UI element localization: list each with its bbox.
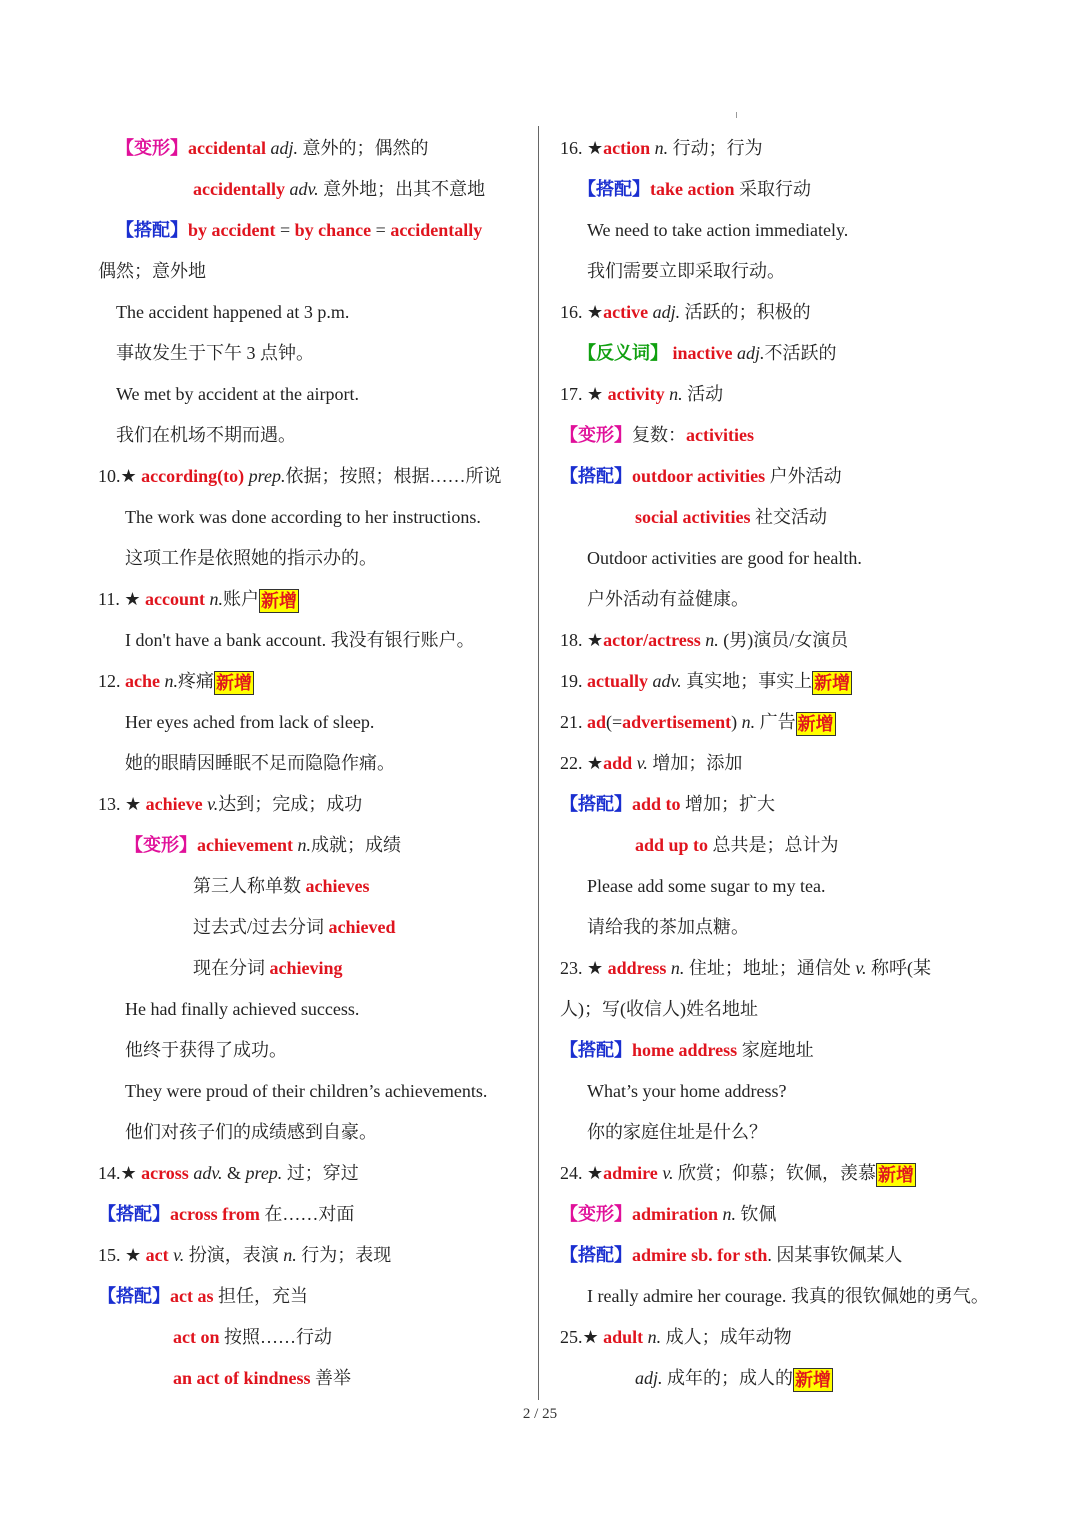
right-column [560, 128, 1000, 1399]
text-segment: 行动；行为 [668, 138, 763, 158]
text-segment: 【变形】 [560, 1204, 632, 1224]
right-line [560, 1194, 1000, 1235]
text-segment: admiration [632, 1204, 723, 1224]
text-segment: I really admire her courage. 我真的很钦佩她的勇气。 [587, 1286, 989, 1306]
right-line [560, 1235, 1000, 1276]
text-segment: 意外地；出其不意地 [318, 179, 486, 199]
text-segment: 【搭配】 [98, 1204, 170, 1224]
text-segment: We need to take action immediately. [587, 220, 849, 240]
text-segment: activity [607, 384, 670, 404]
text-segment: 成人；成年动物 [661, 1327, 792, 1347]
text-segment: 这项工作是依照她的指示办的。 [125, 548, 377, 568]
page-number: 2 / 25 [522, 1406, 558, 1422]
text-segment: n. [647, 1327, 662, 1347]
right-line [560, 169, 1000, 210]
text-segment: 活动 [682, 384, 724, 404]
right-line [560, 456, 1000, 497]
right-line [560, 866, 1000, 907]
right-line [560, 374, 1000, 415]
text-segment: 称呼(某 [866, 958, 931, 978]
text-segment: active [603, 302, 653, 322]
text-segment: adj. [635, 1368, 663, 1388]
text-segment: n. [209, 589, 223, 609]
text-segment: 钦佩 [736, 1204, 777, 1224]
text-segment: across [141, 1163, 194, 1183]
text-segment: achievement [197, 835, 298, 855]
text-segment: 15. ★ [98, 1245, 146, 1265]
text-segment: The accident happened at 3 p.m. [116, 302, 350, 322]
text-segment: 【变形】 [125, 835, 197, 855]
left-line [98, 866, 528, 907]
text-segment: 过；穿过 [282, 1163, 359, 1183]
text-segment: Her eyes ached from lack of sleep. [125, 712, 375, 732]
text-segment: 【反义词】 [578, 343, 668, 363]
text-segment: 16. ★ [560, 302, 604, 322]
text-segment: 户外活动有益健康。 [587, 589, 749, 609]
text-segment: n. [164, 671, 178, 691]
left-line [98, 743, 528, 784]
right-line [560, 251, 1000, 292]
left-line [98, 620, 528, 661]
text-segment: 成就；成绩 [310, 835, 401, 855]
right-line [560, 579, 1000, 620]
text-segment: = [280, 220, 295, 240]
text-segment: ad [587, 712, 607, 732]
right-line [560, 497, 1000, 538]
text-segment: 扮演，表演 [184, 1245, 284, 1265]
left-line [98, 456, 528, 497]
text-segment: 在……对面 [264, 1204, 355, 1224]
text-segment: 【搭配】 [560, 1040, 632, 1060]
text-segment: 人)；写(收信人)姓名地址 [560, 999, 758, 1019]
text-segment: v. [636, 753, 648, 773]
text-segment: prep. [248, 466, 286, 486]
text-segment: 社交活动 [754, 507, 827, 527]
text-segment: 19. [560, 671, 587, 691]
text-segment: 【搭配】 [578, 179, 650, 199]
text-segment: ache [125, 671, 165, 691]
text-segment: adv. [652, 671, 682, 691]
right-line [560, 907, 1000, 948]
text-segment: according(to) [141, 466, 249, 486]
text-segment: 14.★ [98, 1163, 142, 1183]
text-segment: Please add some sugar to my tea. [587, 876, 826, 896]
text-segment: 第三人称单数 [193, 876, 306, 896]
text-segment: n. [669, 384, 683, 404]
text-segment: 10.★ [98, 466, 142, 486]
right-line [560, 538, 1000, 579]
text-segment: social activities [635, 507, 755, 527]
text-segment: prep. [245, 1163, 283, 1183]
text-segment: by chance [294, 220, 376, 240]
right-line [560, 333, 1000, 374]
text-segment: 我们在机场不期而遇。 [116, 425, 296, 445]
text-segment: n. [741, 712, 756, 732]
text-segment: 按照……行动 [224, 1327, 332, 1347]
text-segment: 事故发生于下午 3 点钟。 [116, 343, 314, 363]
text-segment: achieved [328, 917, 396, 937]
text-segment: accidentally [193, 179, 290, 199]
text-segment: action [603, 138, 655, 158]
left-line [98, 784, 528, 825]
text-segment: 【搭配】 [560, 794, 632, 814]
text-segment: 12. [98, 671, 125, 691]
text-segment: (= [606, 712, 623, 732]
text-segment: actor/actress [603, 630, 706, 650]
text-segment: (男)演员/女演员 [718, 630, 849, 650]
text-segment: = [375, 220, 391, 240]
text-segment: 11. ★ [98, 589, 145, 609]
text-segment: . 因某事钦佩某人 [767, 1245, 903, 1265]
text-segment: 25.★ [560, 1327, 604, 1347]
left-line [98, 702, 528, 743]
left-line [98, 1153, 528, 1194]
left-line [98, 661, 528, 702]
text-segment: address [607, 958, 671, 978]
text-segment: 请给我的茶加点糖。 [587, 917, 749, 937]
text-segment: adj. [270, 138, 299, 158]
text-segment: 疼痛 [178, 671, 214, 691]
left-line [98, 169, 528, 210]
text-segment: adv. [289, 179, 319, 199]
left-line [98, 907, 528, 948]
text-segment: 我们需要立即采取行动。 [587, 261, 785, 281]
text-segment: 【变形】 [560, 425, 632, 445]
text-segment: The work was done according to her instructions. [125, 507, 481, 527]
text-segment: add to [632, 794, 686, 814]
left-line [98, 538, 528, 579]
left-line [98, 128, 528, 169]
text-segment: across from [170, 1204, 265, 1224]
text-segment: act as [170, 1286, 218, 1306]
text-segment: 22. ★ [560, 753, 604, 773]
left-line [98, 1194, 528, 1235]
text-segment: v. [662, 1163, 674, 1183]
left-line [98, 497, 528, 538]
text-segment: 23. ★ [560, 958, 608, 978]
text-segment: 13. ★ [98, 794, 146, 814]
text-segment: accidental [188, 138, 271, 158]
right-line [560, 1358, 1000, 1399]
right-line [560, 784, 1000, 825]
text-segment: 17. ★ [560, 384, 608, 404]
text-segment: ) [731, 712, 742, 732]
text-segment: 不活跃的 [764, 343, 837, 363]
text-segment: 欣赏；仰慕；钦佩，羡慕 [673, 1163, 876, 1183]
text-segment: activities [686, 425, 754, 445]
text-segment: 【搭配】 [98, 1286, 170, 1306]
text-segment: v. [207, 794, 219, 814]
right-line [560, 948, 1000, 989]
text-segment: achieves [305, 876, 370, 896]
left-line [98, 1112, 528, 1153]
text-segment: 活跃的；积极的 [680, 302, 811, 322]
text-segment: 复数： [632, 425, 686, 445]
text-segment: 【搭配】 [560, 466, 632, 486]
text-segment: 偶然；意外地 [98, 261, 206, 281]
left-line [98, 333, 528, 374]
text-segment: achieving [269, 958, 343, 978]
left-line [98, 989, 528, 1030]
right-line [560, 702, 1000, 743]
text-segment: 住址；地址；通信处 [684, 958, 856, 978]
text-segment: 【变形】 [116, 138, 188, 158]
text-segment: What’s your home address? [587, 1081, 787, 1101]
new-badge: 新增 [814, 672, 851, 693]
new-badge: 新增 [795, 1369, 832, 1390]
text-segment: add [603, 753, 637, 773]
text-segment: 他终于获得了成功。 [125, 1040, 287, 1060]
text-segment: admire sb. for sth [632, 1245, 768, 1265]
text-segment: n. [705, 630, 719, 650]
text-segment: 过去式/过去分词 [193, 917, 329, 937]
text-segment: They were proud of their children’s achievements. [125, 1081, 488, 1101]
left-line [98, 415, 528, 456]
text-segment: advertisement [622, 712, 732, 732]
text-segment: adv. [193, 1163, 227, 1183]
right-line [560, 825, 1000, 866]
right-line [560, 292, 1000, 333]
text-segment: by accident [188, 220, 280, 240]
right-line [560, 210, 1000, 251]
text-segment: 善举 [315, 1368, 352, 1388]
right-line [560, 415, 1000, 456]
text-segment: Outdoor activities are good for health. [587, 548, 862, 568]
text-segment: v. [855, 958, 867, 978]
text-segment: n. [297, 835, 311, 855]
right-line [560, 661, 1000, 702]
text-segment: 16. ★ [560, 138, 604, 158]
text-segment: 户外活动 [769, 466, 842, 486]
text-segment: 【搭配】 [560, 1245, 632, 1265]
text-segment: 账户 [222, 589, 259, 609]
left-line [98, 825, 528, 866]
text-segment: admire [603, 1163, 663, 1183]
right-line [560, 1317, 1000, 1358]
text-segment: He had finally achieved success. [125, 999, 360, 1019]
left-column [98, 128, 528, 1399]
text-segment: 担任，充当 [218, 1286, 308, 1306]
text-segment: adj. [652, 302, 681, 322]
left-line [98, 1235, 528, 1276]
text-segment: adult [603, 1327, 648, 1347]
text-segment: 他们对孩子们的成绩感到自豪。 [125, 1122, 377, 1142]
text-segment: add up to [635, 835, 713, 855]
text-segment: act [145, 1245, 174, 1265]
text-segment: 18. ★ [560, 630, 604, 650]
text-segment: 增加；添加 [647, 753, 743, 773]
header-mark [736, 112, 737, 118]
text-segment: 总共是；总计为 [712, 835, 839, 855]
right-line [560, 989, 1000, 1030]
left-line [98, 1071, 528, 1112]
text-segment: account [144, 589, 210, 609]
left-line [98, 210, 528, 251]
text-segment: 采取行动 [739, 179, 811, 199]
left-line [98, 1358, 528, 1399]
left-line [98, 579, 528, 620]
text-segment: 24. ★ [560, 1163, 604, 1183]
text-segment: 依据；按照；根据……所说 [285, 466, 502, 486]
left-line [98, 1276, 528, 1317]
right-line [560, 743, 1000, 784]
text-segment: & [226, 1163, 246, 1183]
text-segment: 增加；扩大 [685, 794, 776, 814]
text-segment: 【搭配】 [116, 220, 188, 240]
text-segment: n. [654, 138, 669, 158]
text-segment: We met by accident at the airport. [116, 384, 359, 404]
text-segment: 真实地；事实上 [681, 671, 813, 691]
text-segment: 现在分词 [193, 958, 270, 978]
left-line [98, 1317, 528, 1358]
text-segment: take action [650, 179, 739, 199]
right-line [560, 1030, 1000, 1071]
left-line [98, 1030, 528, 1071]
right-line [560, 1276, 1000, 1317]
text-segment: accidentally [390, 220, 483, 240]
text-segment: 达到；完成；成功 [218, 794, 363, 814]
text-segment: 行为；表现 [296, 1245, 392, 1265]
right-line [560, 1071, 1000, 1112]
text-segment: outdoor activities [632, 466, 770, 486]
text-segment: achieve [145, 794, 208, 814]
text-segment: 广告 [755, 712, 796, 732]
text-segment: 成年的；成人的 [662, 1368, 794, 1388]
text-segment: 你的家庭住址是什么？ [587, 1122, 767, 1142]
left-line [98, 251, 528, 292]
new-badge: 新增 [797, 713, 834, 734]
text-segment: n. [283, 1245, 297, 1265]
right-line [560, 1153, 1000, 1194]
column-divider [538, 126, 539, 1400]
text-segment: home address [632, 1040, 742, 1060]
right-line [560, 128, 1000, 169]
left-line [98, 374, 528, 415]
new-badge: 新增 [216, 672, 252, 693]
text-segment: inactive [672, 343, 737, 363]
text-segment: v. [173, 1245, 185, 1265]
new-badge: 新增 [877, 1164, 914, 1185]
text-segment: 意外的；偶然的 [298, 138, 429, 158]
text-segment: 21. [560, 712, 587, 732]
left-line [98, 292, 528, 333]
right-line [560, 620, 1000, 661]
text-segment: act on [173, 1327, 224, 1347]
text-segment: actually [587, 671, 653, 691]
text-segment: 家庭地址 [741, 1040, 814, 1060]
text-segment: adj. [737, 343, 765, 363]
text-segment: n. [670, 958, 685, 978]
text-segment: n. [722, 1204, 737, 1224]
new-badge: 新增 [260, 590, 297, 611]
text-segment: I don't have a bank account. 我没有银行账户。 [125, 630, 475, 650]
text-segment: an act of kindness [173, 1368, 316, 1388]
text-segment: 她的眼睛因睡眠不足而隐隐作痛。 [125, 753, 395, 773]
right-line [560, 1112, 1000, 1153]
left-line [98, 948, 528, 989]
